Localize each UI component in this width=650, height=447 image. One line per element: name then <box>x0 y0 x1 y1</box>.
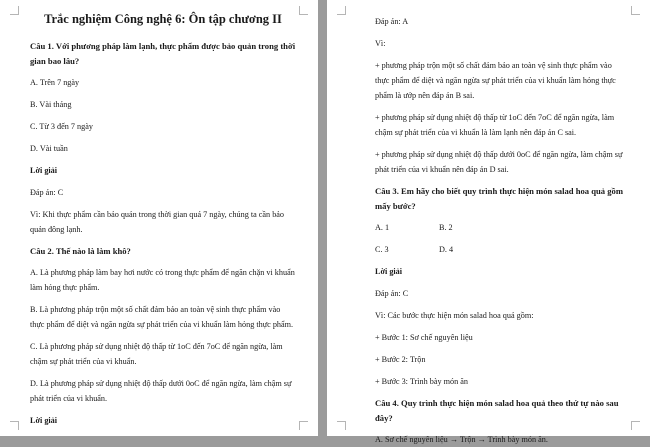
document-title: Trắc nghiệm Công nghệ 6: Ôn tập chương II <box>44 12 282 26</box>
q3-step-1: + Bước 1: Sơ chế nguyên liệu <box>375 333 473 342</box>
q3-option-b: B. 2 <box>439 223 453 232</box>
page-corner-mark <box>299 421 308 430</box>
q3-step-2: + Bước 2: Trộn <box>375 355 426 364</box>
q2-reason-d: + phương pháp sử dụng nhiệt độ thấp dưới 0oC để ngăn ngừa, làm chậm sự phát triển của vi khuẩn nên đáp án D sai. <box>375 150 623 174</box>
q1-option-a: A. Trên 7 ngày <box>30 78 80 87</box>
page-corner-mark <box>10 421 19 430</box>
q2-why-label: Vì: <box>375 39 386 48</box>
q1-option-d: D. Vài tuần <box>30 144 68 153</box>
question-2: Câu 2. Thế nào là làm khô? <box>30 246 131 256</box>
q1-option-b: B. Vài tháng <box>30 100 72 109</box>
q2-option-b: B. Là phương pháp trộn một số chất đảm bảo an toàn vệ sinh thực phẩm vào thực phẩm để diệt và ngăn ngừa sự phát triển của vi khuẩn làm hỏng thực phẩm. <box>30 305 294 329</box>
q4-option-a: A. Sơ chế nguyên liệu → Trộn → Trình bày món ăn. <box>375 435 548 444</box>
q2-reason-b: + phương pháp trộn một số chất đảm bảo an toàn vệ sinh thực phẩm vào thực phẩm để diệt và ngăn ngừa sự phát triển của vi khuẩn làm hỏng thực phẩm là ướp nên đáp án B sai. <box>375 61 616 100</box>
q2-option-d: D. Là phương pháp sử dụng nhiệt độ thấp dưới 0oC để ngăn ngừa, làm chậm sự phát triển của vi khuẩn. <box>30 379 292 403</box>
q2-option-c: C. Là phương pháp sử dụng nhiệt độ thấp từ 1oC đến 7oC để ngăn ngừa, làm chậm sự phát triển của vi khuẩn. <box>30 342 283 366</box>
solution-heading: Lời giải <box>30 166 58 175</box>
q3-option-d: D. 4 <box>439 245 454 254</box>
q3-answer: Đáp án: C <box>375 289 409 298</box>
q3-options-row <box>375 220 628 235</box>
q3-option-a: A. 1 <box>375 223 390 232</box>
page-corner-mark <box>631 6 640 15</box>
question-4: Câu 4. Quy trình thực hiện món salad hoa quả theo thứ tự nào sau đây? <box>375 398 619 423</box>
document-page-right <box>327 0 650 444</box>
solution-heading: Lời giải <box>30 416 58 425</box>
q2-answer: Đáp án: A <box>375 17 409 26</box>
question-1: Câu 1. Với phương pháp làm lạnh, thực phẩm được bảo quản trong thời gian bao lâu? <box>30 41 296 66</box>
page-corner-mark <box>337 6 346 15</box>
page-corner-mark <box>631 421 640 430</box>
q1-option-c: C. Từ 3 đến 7 ngày <box>30 122 93 131</box>
solution-heading: Lời giải <box>375 267 403 276</box>
document-page-left <box>0 0 318 436</box>
page-corner-mark <box>10 6 19 15</box>
q1-answer: Đáp án: C <box>30 188 64 197</box>
question-3: Câu 3. Em hãy cho biết quy trình thực hiện món salad hoa quả gồm mấy bước? <box>375 186 623 211</box>
q1-explanation: Vì: Khi thực phẩm cần bảo quản trong thời gian quá 7 ngày, chúng ta cần bảo quản đông lạnh. <box>30 210 285 234</box>
q3-explanation: Vì: Các bước thực hiện món salad hoa quả gồm: <box>375 311 534 320</box>
q3-options-row <box>375 242 628 257</box>
page-corner-mark <box>299 6 308 15</box>
q3-step-3: + Bước 3: Trình bày món ăn <box>375 377 468 386</box>
q2-option-a: A. Là phương pháp làm bay hơi nước có trong thực phẩm để ngăn chặn vi khuẩn làm hỏng thực phẩm. <box>30 268 295 292</box>
q3-option-c: C. 3 <box>375 245 389 254</box>
page-corner-mark <box>337 421 346 430</box>
q2-reason-c: + phương pháp sử dụng nhiệt độ thấp từ 1oC đến 7oC để ngăn ngừa, làm chậm sự phát triển của vi khuẩn là làm lạnh nên đáp án C sai. <box>375 113 615 137</box>
